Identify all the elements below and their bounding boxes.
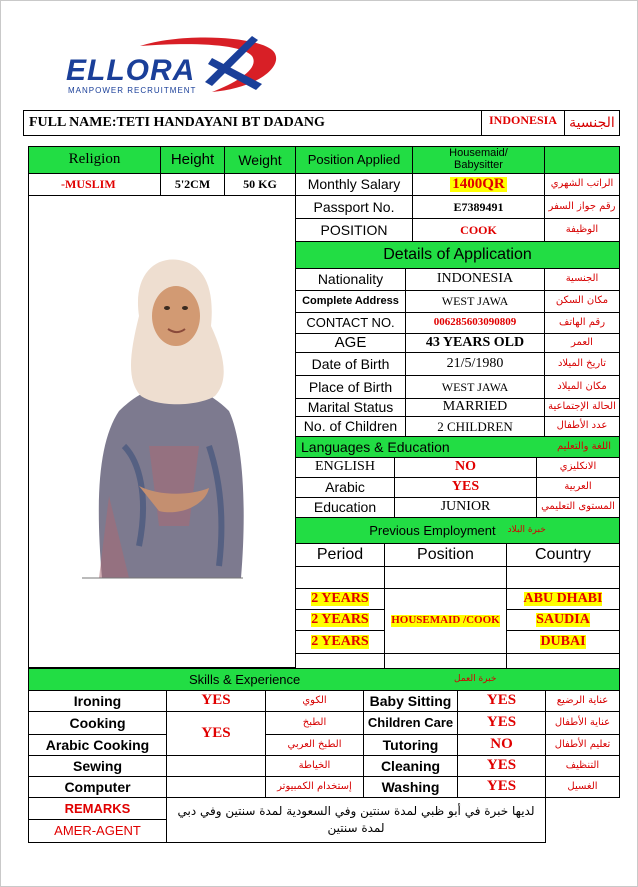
detail-value: 2 CHILDREN	[405, 416, 545, 437]
skill-ar: الطبخ	[265, 711, 364, 735]
detail-ar: تاريخ الميلاد	[544, 352, 620, 376]
language-value: JUNIOR	[394, 497, 537, 518]
skill-value: YES	[457, 690, 546, 712]
position-header: Position	[384, 543, 507, 567]
employment-position-value: HOUSEMAID /COOK	[391, 614, 500, 627]
skill-ar: تعليم الأطفال	[545, 734, 620, 756]
religion-value: -MUSLIM	[28, 173, 161, 196]
skill-label: Arabic Cooking	[28, 734, 167, 756]
position-applied-value: Housemaid/ Babysitter	[412, 146, 545, 174]
remarks-agent: AMER-AGENT	[28, 819, 167, 843]
detail-value: 006285603090809	[405, 312, 545, 334]
detail-label: No. of Children	[295, 416, 406, 437]
country-header: Country	[506, 543, 620, 567]
employment-period	[295, 588, 385, 610]
skill-value: YES	[457, 755, 546, 777]
country-value: SAUDIA	[536, 611, 590, 627]
full-name-cell	[23, 110, 482, 136]
detail-label: Date of Birth	[295, 352, 406, 376]
detail-value: WEST JAWA	[405, 290, 545, 313]
employment-spacer	[506, 653, 620, 669]
employment-country	[506, 630, 620, 654]
position-applied-blank	[544, 146, 620, 174]
height-value: 5'2CM	[160, 173, 225, 196]
religion-label: Religion	[28, 146, 161, 174]
nationality-header-value: INDONESIA	[481, 110, 565, 136]
detail-ar: مكان الميلاد	[544, 375, 620, 399]
skill-label: Computer	[28, 776, 167, 798]
period-header: Period	[295, 543, 385, 567]
detail-label: CONTACT NO.	[295, 312, 406, 334]
skill-value: NO	[457, 734, 546, 756]
employment-country	[506, 588, 620, 610]
employment-position	[384, 588, 507, 654]
full-name-value: TETI HANDAYANI BT DADANG	[116, 114, 325, 130]
logo-tagline: MANPOWER RECRUITMENT	[68, 86, 197, 95]
company-logo	[62, 34, 294, 98]
period-value: 2 YEARS	[311, 633, 369, 649]
period-value: 2 YEARS	[311, 590, 369, 606]
position-ar: الوظيفة	[544, 218, 620, 242]
passport-value: E7389491	[412, 195, 545, 219]
skill-ar: الغسيل	[545, 776, 620, 798]
detail-label: AGE	[295, 333, 406, 353]
skill-label: Cleaning	[363, 755, 458, 777]
detail-value: INDONESIA	[405, 268, 545, 291]
language-ar: الانكليزي	[536, 457, 620, 478]
monthly-salary-ar: الراتب الشهري	[544, 173, 620, 196]
detail-ar: الجنسية	[544, 268, 620, 291]
period-value: 2 YEARS	[311, 611, 369, 627]
employment-header	[295, 517, 620, 544]
monthly-salary-cell	[412, 173, 545, 196]
position-value: COOK	[412, 218, 545, 242]
detail-label: Marital Status	[295, 398, 406, 417]
employment-blank-position	[384, 566, 507, 589]
full-name-label: FULL NAME:	[29, 114, 117, 130]
skill-value: YES	[457, 711, 546, 735]
languages-title-ar: اللغة والتعليم	[557, 441, 611, 452]
languages-title: Languages & Education	[301, 439, 450, 455]
skill-label: Baby Sitting	[363, 690, 458, 712]
skill-label: Cooking	[28, 711, 167, 735]
weight-value: 50 KG	[224, 173, 296, 196]
remarks-label: REMARKS	[28, 797, 167, 820]
skill-ar: الطبخ العربي	[265, 734, 364, 756]
language-ar: العربية	[536, 477, 620, 498]
skill-label: Tutoring	[363, 734, 458, 756]
language-value: NO	[394, 457, 537, 478]
skills-title: Skills & Experience	[189, 672, 301, 687]
detail-value: 21/5/1980	[405, 352, 545, 376]
skill-label: Washing	[363, 776, 458, 798]
monthly-salary-label: Monthly Salary	[295, 173, 413, 196]
employment-blank-country	[506, 566, 620, 589]
photo-box	[28, 195, 296, 668]
skill-ar: التنظيف	[545, 755, 620, 777]
detail-value: MARRIED	[405, 398, 545, 417]
language-value: YES	[394, 477, 537, 498]
country-value: ABU DHABI	[523, 590, 603, 606]
employment-spacer	[384, 653, 507, 669]
employment-title-ar: خبرة البلاد	[507, 524, 546, 535]
detail-ar: العمر	[544, 333, 620, 353]
detail-ar: مكان السكن	[544, 290, 620, 313]
skill-ar: عناية الأطفال	[545, 711, 620, 735]
language-label: Arabic	[295, 477, 395, 498]
employment-country	[506, 609, 620, 631]
remarks-text: لديها خبرة في أبو ظبي لمدة سنتين وفي السعودية لمدة سنتين وفي دبي لمدة سنتين	[166, 797, 546, 843]
candidate-photo	[29, 196, 295, 667]
employment-period	[295, 609, 385, 631]
employment-period	[295, 630, 385, 654]
skill-label: Children Care	[363, 711, 458, 735]
weight-label: Weight	[224, 146, 296, 174]
skill-ar: الكوي	[265, 690, 364, 712]
position-label: POSITION	[295, 218, 413, 242]
detail-label: Place of Birth	[295, 375, 406, 399]
nationality-header-ar: الجنسية	[564, 110, 620, 136]
skill-ar: عناية الرضيع	[545, 690, 620, 712]
employment-blank-period	[295, 566, 385, 589]
detail-ar: رقم الهاتف	[544, 312, 620, 334]
skill-value	[166, 776, 266, 798]
language-label: ENGLISH	[295, 457, 395, 478]
country-value: DUBAI	[540, 633, 586, 649]
skill-value: YES	[166, 690, 266, 712]
passport-ar: رقم جواز السفر	[544, 195, 620, 219]
position-applied-label: Position Applied	[295, 146, 413, 174]
passport-label: Passport No.	[295, 195, 413, 219]
logo-text: ELLORA	[66, 54, 196, 87]
employment-spacer	[295, 653, 385, 669]
skill-value: YES	[457, 776, 546, 798]
monthly-salary-value: 1400QR	[452, 175, 505, 192]
language-ar: المستوى التعليمي	[536, 497, 620, 518]
skills-header	[28, 668, 620, 691]
detail-label: Complete Address	[295, 290, 406, 313]
skill-value	[166, 755, 266, 777]
language-label: Education	[295, 497, 395, 518]
height-label: Height	[160, 146, 225, 174]
skill-label: Sewing	[28, 755, 167, 777]
detail-ar: عدد الأطفال	[544, 416, 620, 437]
detail-value: 43 YEARS OLD	[405, 333, 545, 353]
detail-label: Nationality	[295, 268, 406, 291]
details-title: Details of Application	[295, 241, 620, 269]
skill-ar: إستخدام الكمبيوتر	[265, 776, 364, 798]
skill-ar: الخياطة	[265, 755, 364, 777]
detail-ar: الحالة الإجتماعية	[544, 398, 620, 417]
employment-title: Previous Employment	[369, 522, 496, 538]
skill-value: YES	[166, 711, 266, 756]
skill-label: Ironing	[28, 690, 167, 712]
skills-title-ar: خبرة العمل	[454, 674, 497, 684]
detail-value: WEST JAWA	[405, 375, 545, 399]
languages-header	[295, 436, 620, 458]
